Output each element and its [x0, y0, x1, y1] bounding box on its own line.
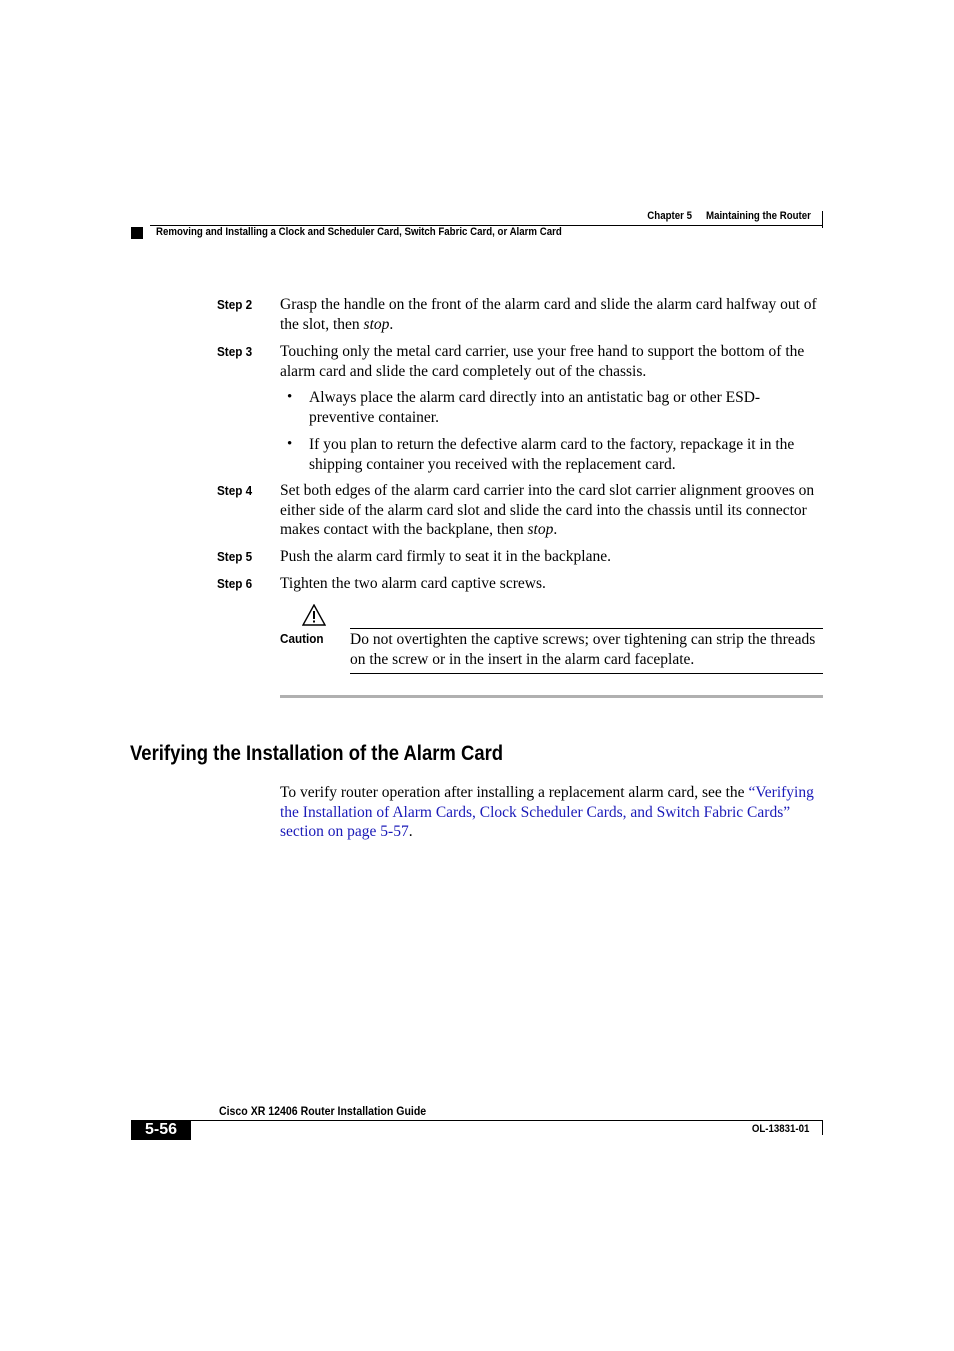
step-label: Step 3 — [217, 344, 253, 359]
section-body: To verify router operation after installing a replacement alarm card, see the “Verifying the Installation of Alarm Cards, Clock Scheduler Cards, and Switch Fabric Cards” section on page 5-57. — [280, 784, 814, 840]
cross-reference-link[interactable]: “Verifying the Installation of Alarm Cards, Clock Scheduler Cards, and Switch Fabric Cards” section on page 5-57 — [280, 784, 814, 840]
step-label: Step 4 — [217, 483, 253, 498]
footer-guide-title: Cisco XR 12406 Router Installation Guide — [219, 1104, 427, 1118]
header-marker — [131, 227, 143, 239]
step-emphasis: stop — [363, 315, 390, 333]
step-text: Touching only the metal card carrier, use your free hand to support the bottom of the alarm card and slide the card completely out of the chassis. — [280, 343, 805, 380]
step-label: Step 6 — [217, 576, 253, 591]
section-heading: Verifying the Installation of the Alarm Card — [130, 742, 504, 765]
step-text: Push the alarm card firmly to seat it in the backplane. — [280, 548, 611, 565]
warning-triangle-icon — [302, 604, 326, 626]
header-chapter-number: Chapter 5 — [647, 210, 693, 222]
footer-doc-number: OL-13831-01 — [751, 1123, 809, 1135]
step-label: Step 2 — [217, 297, 253, 312]
caution-text: Do not overtighten the captive screws; over tightening can strip the threads on the screw or in the insert in the alarm card faceplate. — [350, 631, 816, 668]
caution-bottom-rule — [350, 673, 823, 674]
bullet-text: If you plan to return the defective alarm card to the factory, repackage it in the shipping container you received with the replacement card. — [309, 436, 795, 473]
bullet-text: Always place the alarm card directly into an antistatic bag or other ESD-preventive container. — [309, 389, 761, 426]
footer-tick — [822, 1121, 823, 1135]
step-text: Set both edges of the alarm card carrier into the card slot carrier alignment grooves on either side of the alarm card slot and slide the card into the chassis until its connector makes contact with the backplane, then stop. — [280, 482, 815, 538]
bullet-symbol: • — [287, 389, 293, 405]
header-chapter-title: Maintaining the Router — [706, 210, 811, 222]
step-text: Grasp the handle on the front of the alarm card and slide the alarm card halfway out of the slot, then stop. — [280, 296, 817, 333]
procedure-end-rule — [280, 695, 823, 698]
step-label: Step 5 — [217, 549, 253, 564]
footer-page-number: 5-56 — [144, 1121, 178, 1138]
footer-rule — [190, 1120, 823, 1121]
step-text: Tighten the two alarm card captive screws. — [280, 575, 546, 592]
header-section-title: Removing and Installing a Clock and Scheduler Card, Switch Fabric Card, or Alarm Card — [156, 226, 562, 238]
caution-top-rule — [350, 628, 823, 629]
header-chapter — [647, 210, 811, 222]
step-emphasis: stop — [527, 521, 554, 538]
caution-label: Caution — [280, 631, 324, 646]
bullet-symbol: • — [287, 436, 293, 452]
